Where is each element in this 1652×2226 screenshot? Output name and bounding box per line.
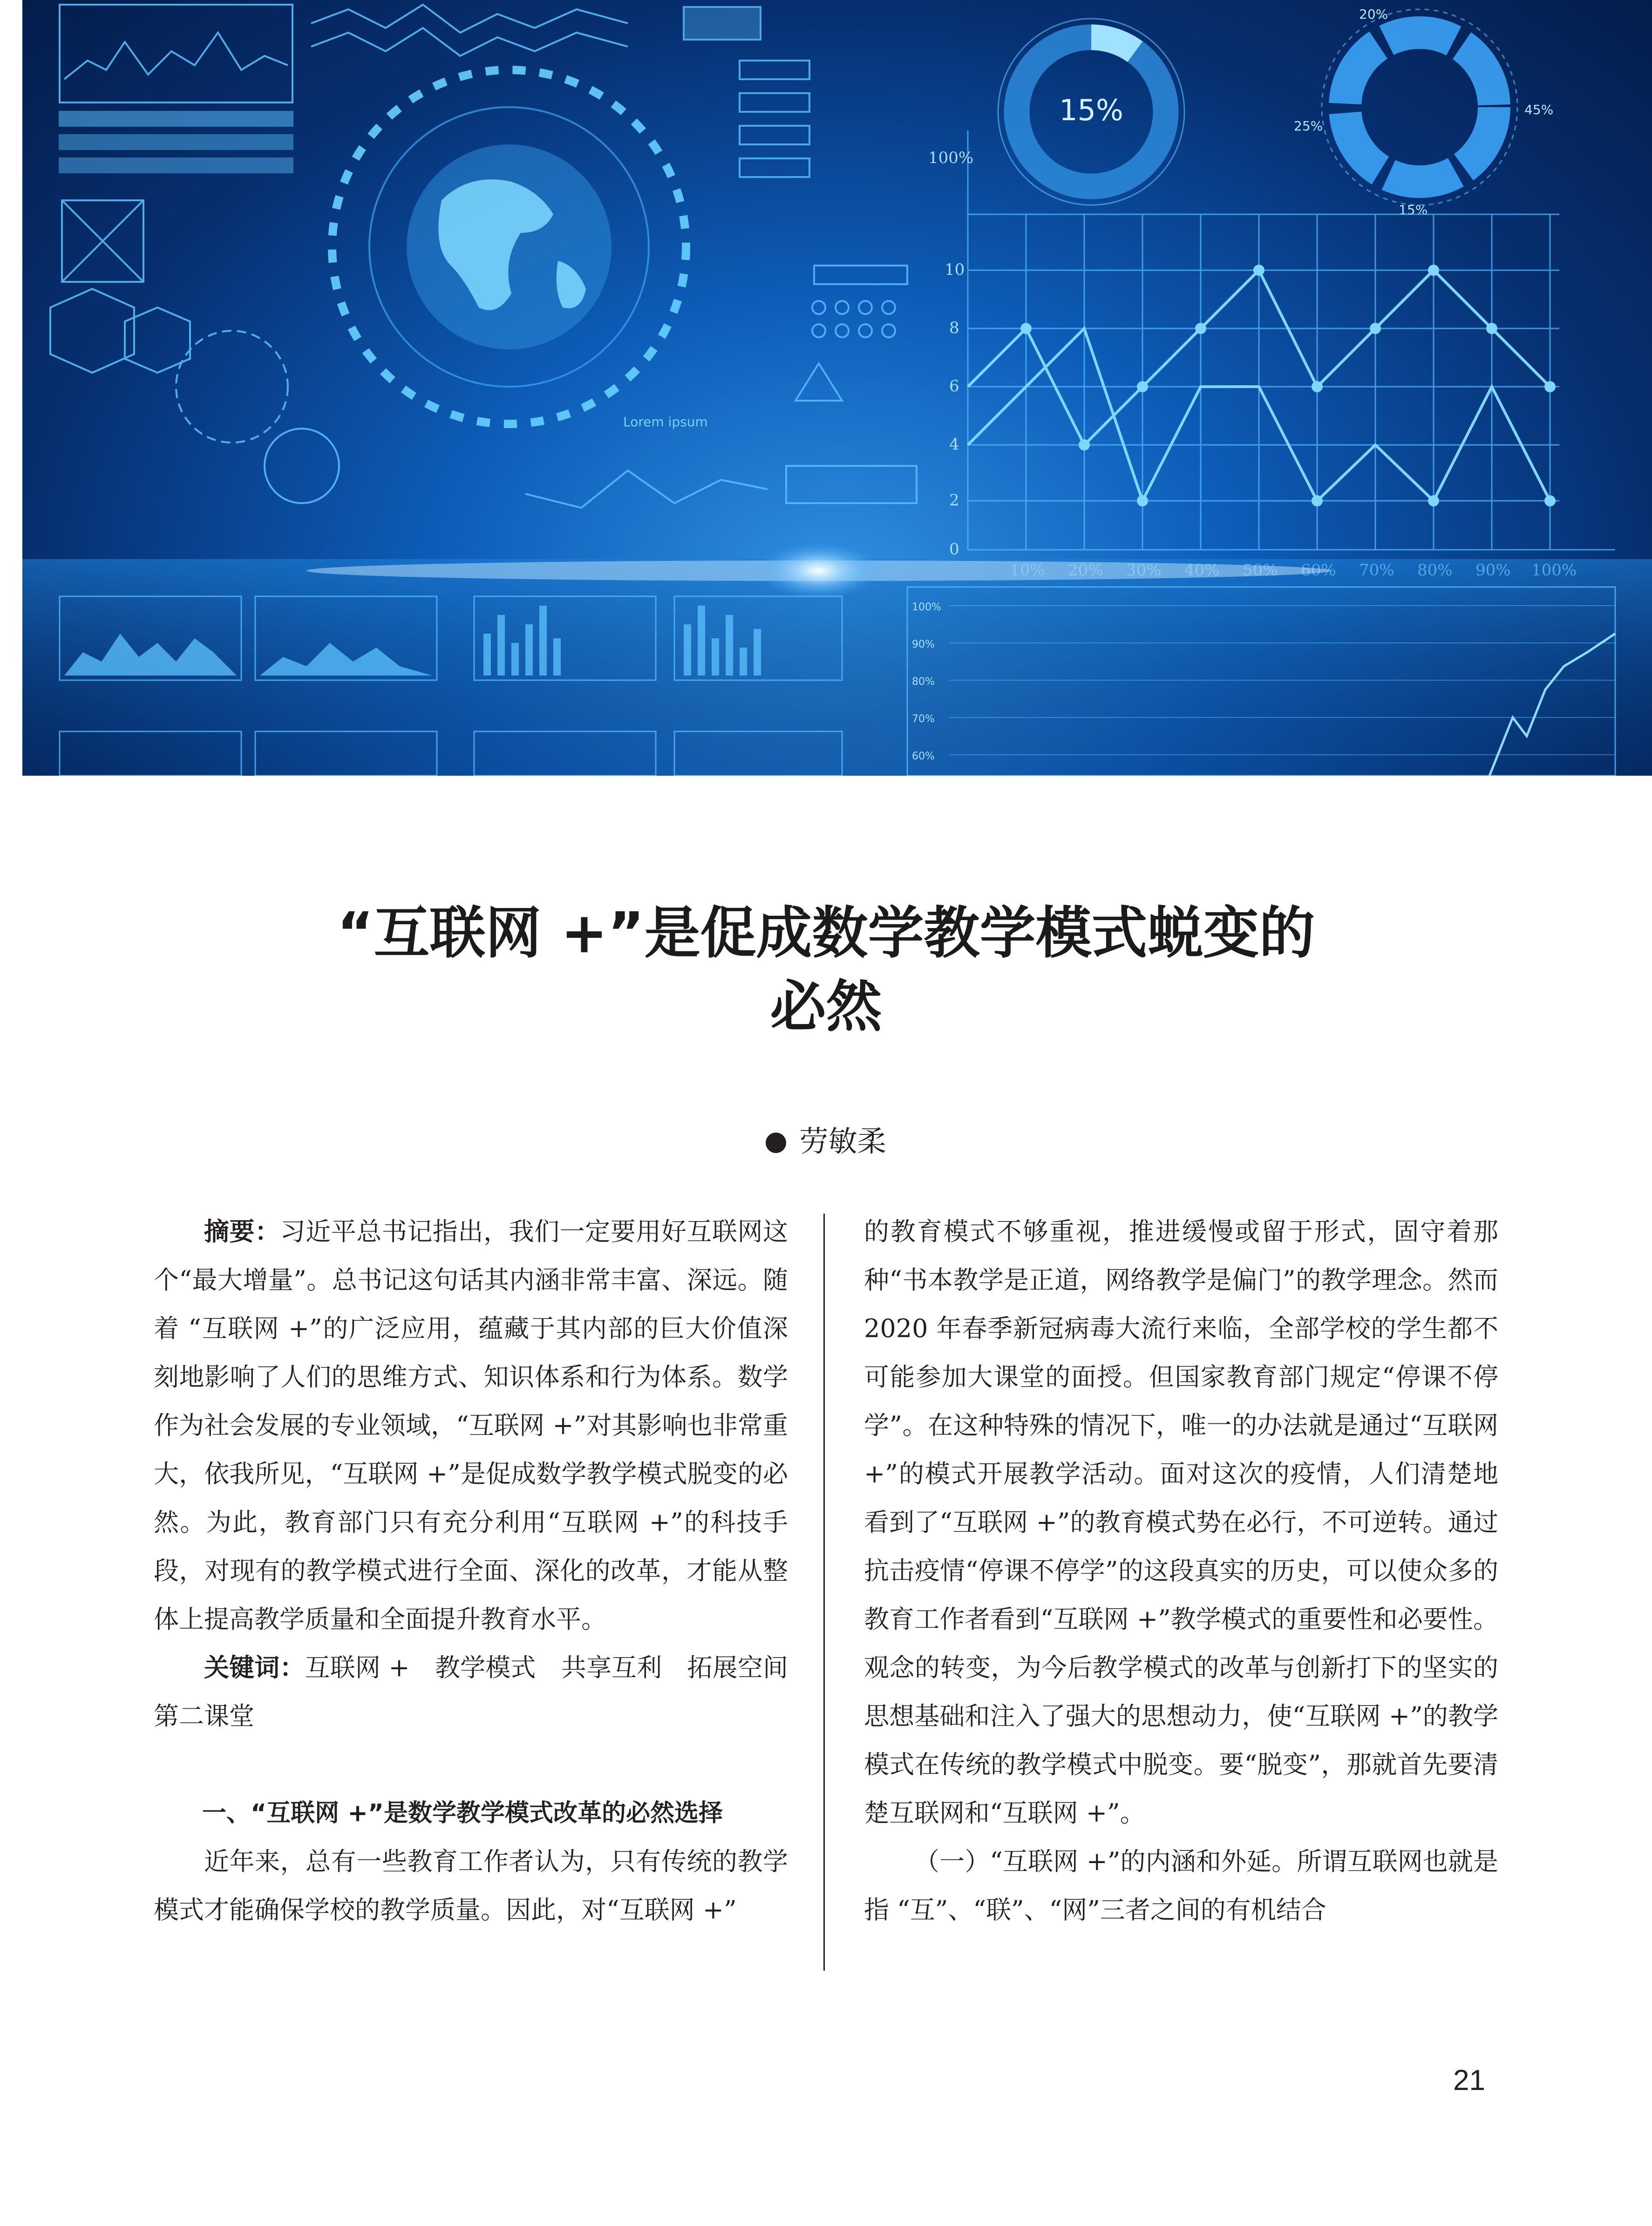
donut-small bbox=[998, 19, 1184, 205]
keywords-label: 关键词： bbox=[204, 1653, 305, 1682]
lower-y-label: 100% bbox=[912, 601, 941, 613]
body-paragraph: （一）“互联网 +”的内涵和外延。所谓互联网也就是指 “互”、“联”、“网”三者之间的有机结合 bbox=[864, 1847, 1498, 1925]
lower-y-label: 70% bbox=[912, 713, 935, 725]
donut-label-4: 15% bbox=[1399, 202, 1428, 218]
lower-y-label: 90% bbox=[912, 639, 935, 650]
donut-large bbox=[1294, 7, 1553, 218]
lower-y-label: 80% bbox=[912, 676, 935, 688]
donut-label-2: 45% bbox=[1524, 102, 1554, 117]
donut-label-3: 25% bbox=[1294, 118, 1323, 134]
body-paragraph-continued: 的教育模式不够重视，推进缓慢或留于形式，固守着那种“书本教学是正道，网络教学是偏门”的教学理念。然而 2020 年春季新冠病毒大流行来临，全部学校的学生都不可能参加大课堂的面授。但国家教育部门规定“停课不停学”。在这种特殊的情况下，唯一的办法就是通过“互联网 +”的模式开展教学活动。面对这次的疫情，人们清楚地看到了“互联网 +”的教育模式势在必行，不可逆转。通过抗击疫情“停课不停学”的这段真实的历史，可以使众多的教育工作者看到“互联网 +”教学模式的重要性和必要性。观念的转变，为今后教学模式的改革与创新打下的坚实的思想基础和注入了强大的思想动力，使“互联网 +”的教学模式在传统的教学模式中脱变。要“脱变”，那就首先要清楚互联网和“互联网 +”。 bbox=[864, 1217, 1498, 1828]
lower-y-label: 60% bbox=[912, 751, 935, 762]
grid-y-label: 6 bbox=[949, 377, 959, 396]
page-number: 21 bbox=[1453, 2064, 1485, 2096]
abstract-label: 摘要： bbox=[204, 1217, 280, 1246]
keywords bbox=[154, 1644, 813, 1741]
title-line-2: 必然 bbox=[770, 975, 882, 1039]
section-heading: 一、“互联网 +”是数学教学模式改革的必然选择 bbox=[202, 1799, 723, 1827]
body-paragraph: 近年来，总有一些教育工作者认为，只有传统的教学模式才能确保学校的教学质量。因此，对“互联网 +” bbox=[154, 1847, 788, 1925]
title-line-1: “互联网 +”是促成数学教学模式蜕变的 bbox=[337, 901, 1315, 966]
globe-graphic bbox=[332, 70, 686, 424]
donut-small-label: 15% bbox=[1059, 93, 1123, 127]
author-name: 劳敏柔 bbox=[799, 1124, 886, 1158]
bullet-icon bbox=[766, 1133, 786, 1153]
abstract-text: 习近平总书记指出，我们一定要用好互联网这个“最大增量”。总书记这句话其内涵非常丰富、深远。随着 “互联网 +”的广泛应用，蕴藏于其内部的巨大价值深刻地影响了人们的思维方式、知识体系和行为体系。数学作为社会发展的专业领域，“互联网 +”对其影响也非常重大，依我所见，“互联网 +”是促成数学教学模式脱变的必然。为此，教育部门只有充分利用“互联网 +”的科技手段，对现有的教学模式进行全面、深化的改革，才能从整体上提高教学质量和全面提升教育水平。 bbox=[154, 1217, 789, 1634]
keywords-text: 互联网 + 教学模式 共享互利 拓展空间 第二课堂 bbox=[154, 1653, 813, 1731]
author-byline bbox=[0, 1123, 1652, 1160]
header-banner-image bbox=[22, 0, 1652, 776]
grid-y-label: 2 bbox=[949, 491, 959, 510]
left-column bbox=[154, 1208, 813, 1934]
lorem-label: Lorem ipsum bbox=[623, 414, 708, 430]
grid-y-label: 0 bbox=[949, 540, 959, 559]
grid-y-label: 10 bbox=[945, 260, 965, 279]
column-divider bbox=[823, 1214, 825, 1971]
grid-y-label: 4 bbox=[949, 435, 959, 454]
right-column bbox=[864, 1208, 1498, 1934]
banner-line-grid-chart bbox=[623, 130, 1615, 580]
grid-y-label: 100% bbox=[928, 149, 974, 167]
donut-label-1: 20% bbox=[1359, 7, 1388, 22]
grid-y-label: 8 bbox=[949, 319, 959, 337]
tech-dashboard-illustration bbox=[22, 0, 1652, 776]
abstract bbox=[154, 1208, 788, 1644]
article-title bbox=[0, 897, 1652, 1044]
